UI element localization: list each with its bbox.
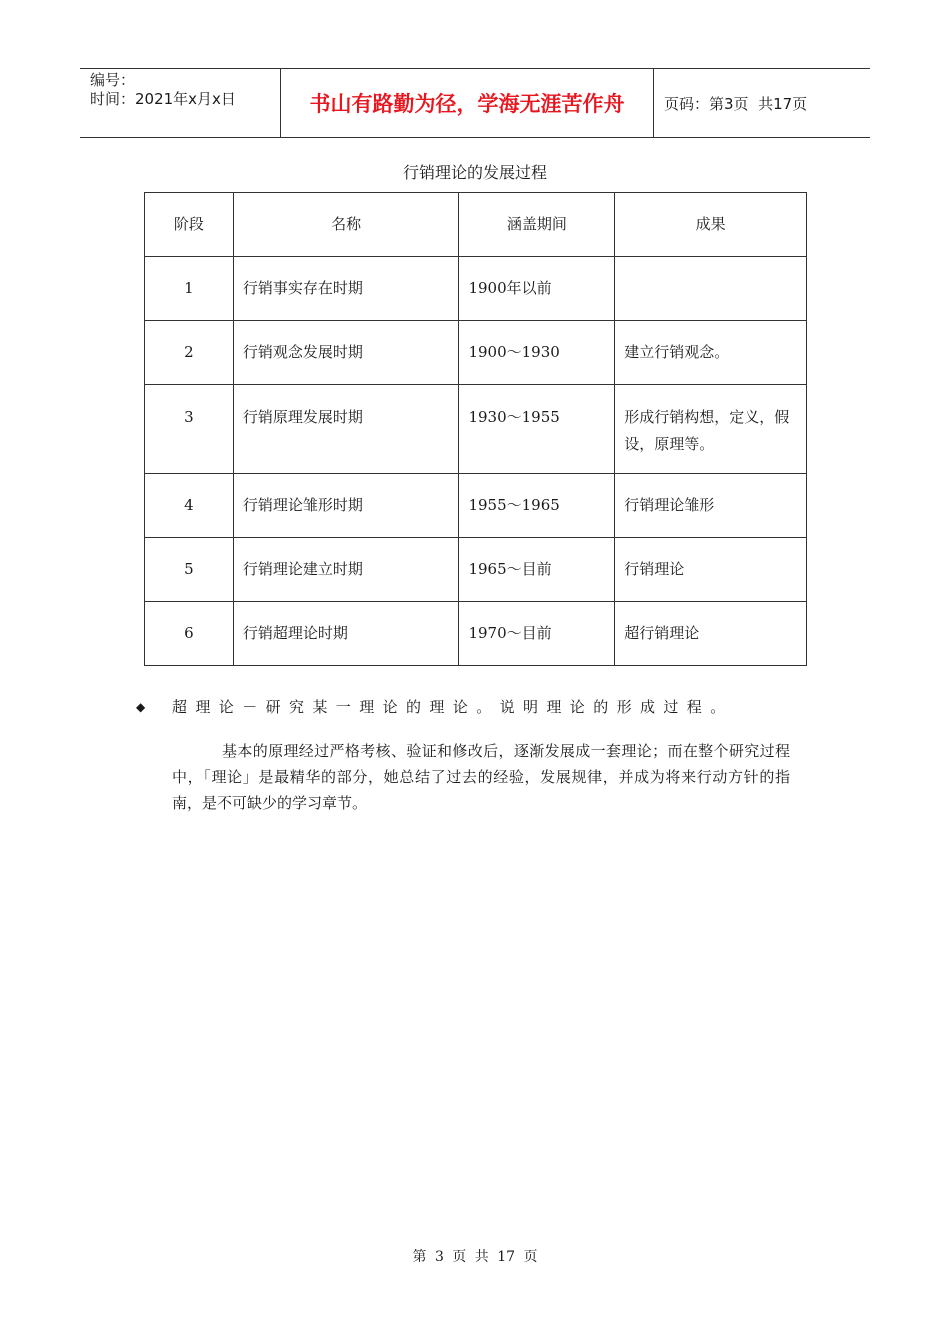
cell-name: 行销观念发展时期 xyxy=(233,321,459,385)
cell-period: 1900～1930 xyxy=(459,321,615,385)
header-result: 成果 xyxy=(615,193,807,257)
table-row xyxy=(145,538,807,602)
page-header xyxy=(80,68,870,138)
table-row xyxy=(145,257,807,321)
cell-period: 1955～1965 xyxy=(459,474,615,538)
cell-period: 1970～目前 xyxy=(459,602,615,666)
page-footer: 第 3 页 共 17 页 xyxy=(412,1249,538,1265)
table-row xyxy=(145,474,807,538)
cell-result: 行销理论 xyxy=(615,538,807,602)
cell-name: 行销超理论时期 xyxy=(233,602,459,666)
cell-period: 1930～1955 xyxy=(459,385,615,474)
cell-period: 1965～目前 xyxy=(459,538,615,602)
cell-stage: 6 xyxy=(145,602,234,666)
cell-stage: 4 xyxy=(145,474,234,538)
cell-result xyxy=(615,257,807,321)
cell-result: 行销理论雏形 xyxy=(615,474,807,538)
cell-stage: 2 xyxy=(145,321,234,385)
header-date-label: 时间：2021年x月x日 xyxy=(90,90,236,108)
header-name: 名称 xyxy=(233,193,459,257)
cell-name: 行销原理发展时期 xyxy=(233,385,459,474)
table-header-row xyxy=(145,193,807,257)
table-row xyxy=(145,321,807,385)
table-row xyxy=(145,602,807,666)
header-motto: 书山有路勤为径，学海无涯苦作舟 xyxy=(281,69,654,137)
table-row xyxy=(145,385,807,474)
header-number-label: 编号： xyxy=(90,71,136,89)
cell-stage: 1 xyxy=(145,257,234,321)
header-page-info: 页码：第3页 共17页 xyxy=(664,94,808,113)
cell-result: 建立行销观念。 xyxy=(615,321,807,385)
cell-stage: 3 xyxy=(145,385,234,474)
header-period: 涵盖期间 xyxy=(459,193,615,257)
header-stage: 阶段 xyxy=(145,193,234,257)
cell-name: 行销理论建立时期 xyxy=(233,538,459,602)
cell-stage: 5 xyxy=(145,538,234,602)
cell-name: 行销事实存在时期 xyxy=(233,257,459,321)
bullet-text: 超理论－研究某一理论的理论。说明理论的形成过程。 xyxy=(172,698,734,716)
body-paragraph: 基本的原理经过严格考核、验证和修改后，逐渐发展成一套理论；而在整个研究过程中，「理论」是最精华的部分，她总结了过去的经验，发展规律，并成为将来行动方针的指南，是不可缺少的学习章节。 xyxy=(172,742,790,812)
cell-name: 行销理论雏形时期 xyxy=(233,474,459,538)
header-meta xyxy=(80,69,281,137)
table-title: 行销理论的发展过程 xyxy=(402,163,547,182)
cell-result: 形成行销构想，定义，假设，原理等。 xyxy=(615,385,807,474)
cell-period: 1900年以前 xyxy=(459,257,615,321)
stages-table xyxy=(144,192,807,666)
cell-result: 超行销理论 xyxy=(615,602,807,666)
diamond-bullet-icon: ◆ xyxy=(136,699,146,714)
bullet-item xyxy=(136,696,734,717)
